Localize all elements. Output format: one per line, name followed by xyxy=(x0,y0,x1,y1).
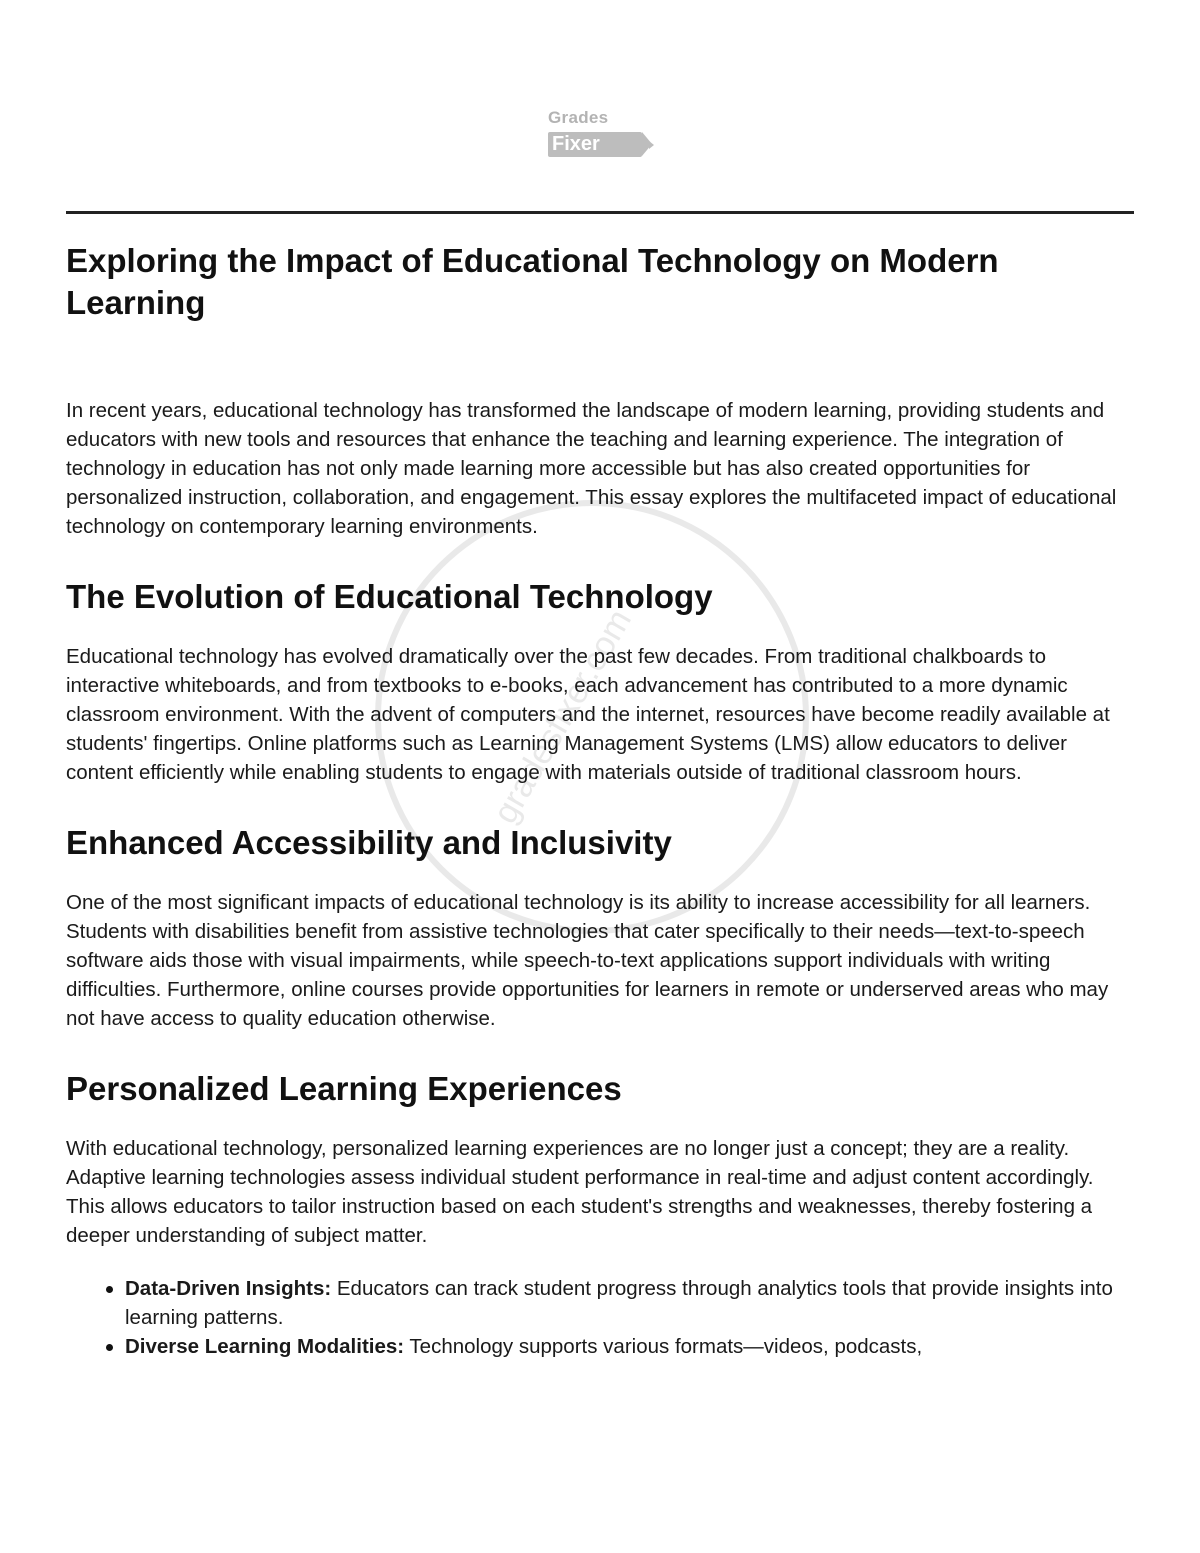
document-title: Exploring the Impact of Educational Technology on Modern Learning xyxy=(66,242,999,321)
list-item xyxy=(66,1332,1134,1361)
section-body-personalized: With educational technology, personalized learning experiences are no longer just a concept; they are a reality. Adaptive learning technologies assess individual student performance in real-time and adjust content accordingly. This allows educators to tailor instruction based on each student's strengths and weaknesses, thereby fostering a deeper understanding of subject matter. xyxy=(66,1137,1094,1247)
list-item xyxy=(66,1274,1134,1332)
section-body-accessibility: One of the most significant impacts of educational technology is its ability to increase accessibility for all learners. Students with disabilities benefit from assistive technologies that cater specifically to their needs—text-to-speech software aids those with visual impairments, while speech-to-text applications support individuals with writing difficulties. Furthermore, online courses provide opportunities for learners in remote or underserved areas who may not have access to quality education otherwise. xyxy=(66,891,1109,1030)
logo-line-2: Fixer xyxy=(552,133,600,155)
list-item-text: Technology supports various formats—videos, podcasts, xyxy=(404,1335,923,1358)
section-heading-evolution: The Evolution of Educational Technology xyxy=(66,578,713,615)
logo-line-1: Grades xyxy=(548,108,609,127)
bullet-icon xyxy=(106,1344,113,1351)
logo-tag-arrow-tip xyxy=(649,141,654,149)
section-heading-personalized: Personalized Learning Experiences xyxy=(66,1070,622,1107)
section-heading-accessibility: Enhanced Accessibility and Inclusivity xyxy=(66,824,672,861)
logo-tag xyxy=(548,132,642,157)
section-body-evolution: Educational technology has evolved dramatically over the past few decades. From traditional chalkboards to interactive whiteboards, and from textbooks to e-books, each advancement has contributed to a more dynamic classroom environment. With the advent of computers and the internet, resources have become readily available at students' fingertips. Online platforms such as Learning Management Systems (LMS) allow educators to deliver content efficiently while enabling students to engage with materials outside of traditional classroom hours. xyxy=(66,645,1110,784)
list-item-term: Diverse Learning Modalities: xyxy=(125,1335,405,1358)
list-item-term: Data-Driven Insights: xyxy=(125,1277,332,1300)
bullet-list xyxy=(66,1274,1134,1361)
watermark-text: gradesfixer.com xyxy=(486,603,639,830)
header-divider xyxy=(66,211,1134,214)
bullet-icon xyxy=(106,1286,113,1293)
intro-paragraph: In recent years, educational technology has transformed the landscape of modern learning, providing students and educators with new tools and resources that enhance the teaching and learning experience. The integration of technology in education has not only made learning more accessible but has also created opportunities for personalized instruction, collaboration, and engagement. This essay explores the multifaceted impact of educational technology on contemporary learning environments. xyxy=(66,399,1117,538)
list-item-text: Educators can track student progress through analytics tools that provide insights into learning patterns. xyxy=(125,1277,1113,1329)
document-body xyxy=(66,240,1134,1361)
gradesfixer-logo xyxy=(546,108,656,160)
